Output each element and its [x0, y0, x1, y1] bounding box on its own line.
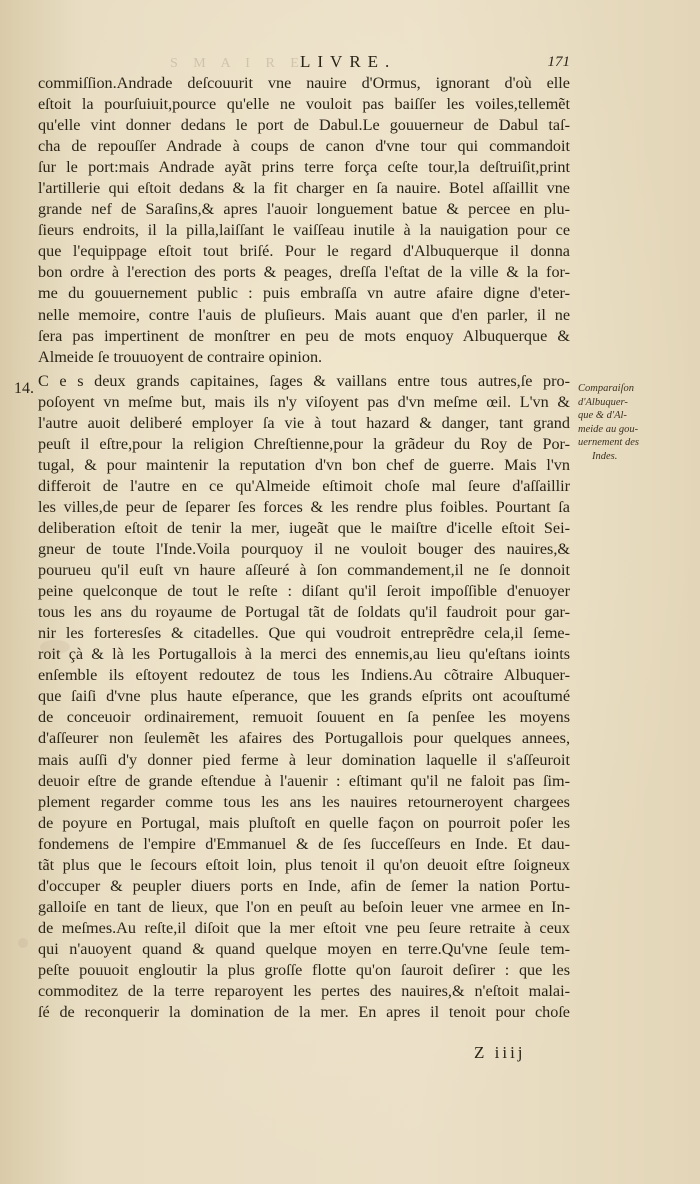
- text-line: galloiſe en tant de lieux, que l'on en peuſt au beſoin leuer vne armee en In-: [38, 897, 570, 916]
- text-line: d'aſſeurer non ſeulemẽt les afaires des Portugallois pour quelques annees,: [38, 729, 570, 748]
- text-line: deuoir eſtre de grande eſtendue à l'auenir : eſtimant qu'il ne faloit pas ſim-: [38, 771, 570, 790]
- text-line: de conceuoir ordinairement, remuoit ſouuent en ſa penſee les moyens: [38, 708, 570, 727]
- text-line: qu'elle vint donner dedans le port de Dabul.Le gouuerneur de Dabul taſ-: [38, 116, 570, 135]
- text-line: plement regarder comme tous les ans les nauires retourneroyent chargees: [38, 792, 570, 811]
- page-number: 171: [547, 54, 570, 70]
- text-line: ſieurs endroits, il la pilla,laiſſant le vaiſſeau inutile à la nauigation pour ce: [38, 221, 570, 240]
- text-line: ſé de reconquerir la domination de la mer. En apres il tenoit pour choſe: [38, 1003, 570, 1022]
- text-line: cha de repouſſer Andrade à coups de canon d'vne tour qui commandoit: [38, 137, 570, 156]
- text-line: fondemens de l'empire d'Emmanuel & de ſes ſucceſſeurs en Inde. Et dau-: [38, 834, 570, 853]
- text-line: poſoyent vn meſme but, mais ils n'y viſoyent pas d'vn meſme œil. L'vn &: [38, 392, 570, 411]
- text-line: qui n'auoyent quand & quand quelque moyen en terre.Qu'vne ſeule tem-: [38, 939, 570, 958]
- text-line: mais auſſi d'y donner pied ferme à leur domination laquelle il s'aſſeuroit: [38, 750, 570, 769]
- marginal-note-line: uernement des: [578, 437, 639, 448]
- text-line: d'occuper & peupler diuers ports en Inde, afin de ſemer la nation Portu-: [38, 876, 570, 895]
- text-line: l'autre auoit deliberé employer ſa vie à tout hazard & danger, tant grand: [38, 413, 570, 432]
- marginal-note-line: que & d'Al-: [578, 410, 627, 421]
- text-line: peine quelconque de tout le reſte : diſant qu'il ſeroit impoſſible d'enuoyer: [38, 582, 570, 601]
- text-line: Almeide ſe trouuoyent de contraire opinion.: [38, 347, 323, 366]
- text-line: tous les ans du royaume de Portugal tãt de ſoldats qu'il faudroit pour gar-: [38, 603, 570, 622]
- text-line: grande nef de Saraſins,& apres l'auoir longuement batue & percee en plu-: [38, 200, 570, 219]
- text-line: tãt plus que le ſecours eſtoit loin, plus tenoit il qu'on deuoit eſtre ſoigneux: [38, 855, 570, 874]
- paragraph-number: 14.: [14, 380, 34, 397]
- text-line: nir les forteresſes & citadelles. Que qui voudroit entreprẽdre cela,il ſeme-: [38, 624, 570, 643]
- text-line: differoit de l'autre en ce qu'Almeide eſtimoit choſe mal ſeure d'aſſaillir: [38, 476, 570, 495]
- text-line: eſtoit la pourſuiuit,pource qu'elle ne vouloit pas baiſſer les voiles,tellemẽt: [38, 95, 570, 114]
- text-line: enſemble ils eſtoyent redoutez de tous les Indiens.Au cõtraire Albuquer-: [38, 666, 570, 685]
- text-line: peuſt il eſtre,pour la religion Chreſtienne,pour la grãdeur du Roy de Por-: [38, 434, 570, 453]
- text-line: commiſſion.Andrade deſcouurit vne nauire d'Ormus, ignorant d'où elle: [38, 74, 570, 92]
- text-line: de poyure en Portugal, mais pluſtoſt en quelle façon on pourroit poſer les: [38, 813, 570, 832]
- text-line: commoditez de la terre reparoyent les pertes des nauires,& n'eſtoit malai-: [38, 982, 570, 1001]
- marginal-note-line: Comparaiſon: [578, 383, 635, 394]
- marginal-note: [578, 382, 678, 463]
- text-line: que ſaiſi d'vne plus haute eſperance, que les grands eſprits ont acouſtumé: [38, 687, 570, 706]
- marginal-note-line: d'Albuquer-: [578, 396, 628, 408]
- text-line: ſera pas impertinent de monſtrer en peu de mots enquoy Albuquerque &: [38, 326, 570, 345]
- running-head: [0, 52, 700, 74]
- text-line: ſur le port:mais Andrade ayãt prins terre força ceſte tour,la deſtruiſit,print: [38, 158, 570, 177]
- text-line: gneur de toute l'Inde.Voila pourquoy il ne vouloit bouger des nauires,&: [38, 540, 570, 559]
- text-line: C e s deux grands capitaines, ſages & vaillans entre tous autres,ſe pro-: [38, 371, 570, 390]
- marginal-note-line: meide au gou-: [578, 423, 639, 435]
- text-line: les villes,de peur de ſeparer ſes forces & les rendre plus foibles. Pourtant ſa: [38, 497, 570, 516]
- text-line: pourueu qu'il euſt vn haure aſſeuré à ſon commandement,il ne ſe donnoit: [38, 561, 570, 580]
- text-line: roit çà & là les Portugallois à la merci des ennemis,au lieu qu'eſtans ioints: [38, 645, 570, 664]
- text-line: me du gouuernement public : puis embraſſa vn autre afaire digne d'eter-: [38, 284, 570, 303]
- signature-mark: Z iiij: [474, 1043, 526, 1062]
- text-line: que l'equippage eſtoit tout briſé. Pour le regard d'Albuquerque il donna: [38, 242, 570, 261]
- text-line: deliberation eſtoit de tenir la mer, iugeãt que le maiſtre d'icelle eſtoit Sei-: [38, 518, 570, 537]
- ink-spot: [18, 938, 28, 948]
- text-line: peſte pouuoit engloutir la plus groſſe flotte qu'on ſauroit deſirer : que les: [38, 960, 570, 979]
- bleed-through-text: S M A I R E: [170, 56, 305, 71]
- text-line: de meſmes.Au reſte,il diſoit que la mer eſtoit vne peu ſeure retraite à ceux: [38, 918, 570, 937]
- text-line: tugal, & pour maintenir la reputation d'vn bon chef de guerre. Mais l'vn: [38, 455, 570, 474]
- text-line: l'artillerie qui eſtoit dedans & la fit charger en ſa nauire. Botel aſſaillit vne: [38, 179, 570, 198]
- text-line: nelle memoire, contre l'auis de pluſieurs. Mais auant que d'en parler, il ne: [38, 305, 570, 324]
- running-title: LIVRE.: [300, 52, 397, 71]
- marginal-note-line: Indes.: [592, 450, 618, 462]
- body-text: [38, 73, 570, 1023]
- text-line: bon ordre à l'erection des ports & peages, dreſſa l'eſtat de la ville & la for-: [38, 263, 570, 282]
